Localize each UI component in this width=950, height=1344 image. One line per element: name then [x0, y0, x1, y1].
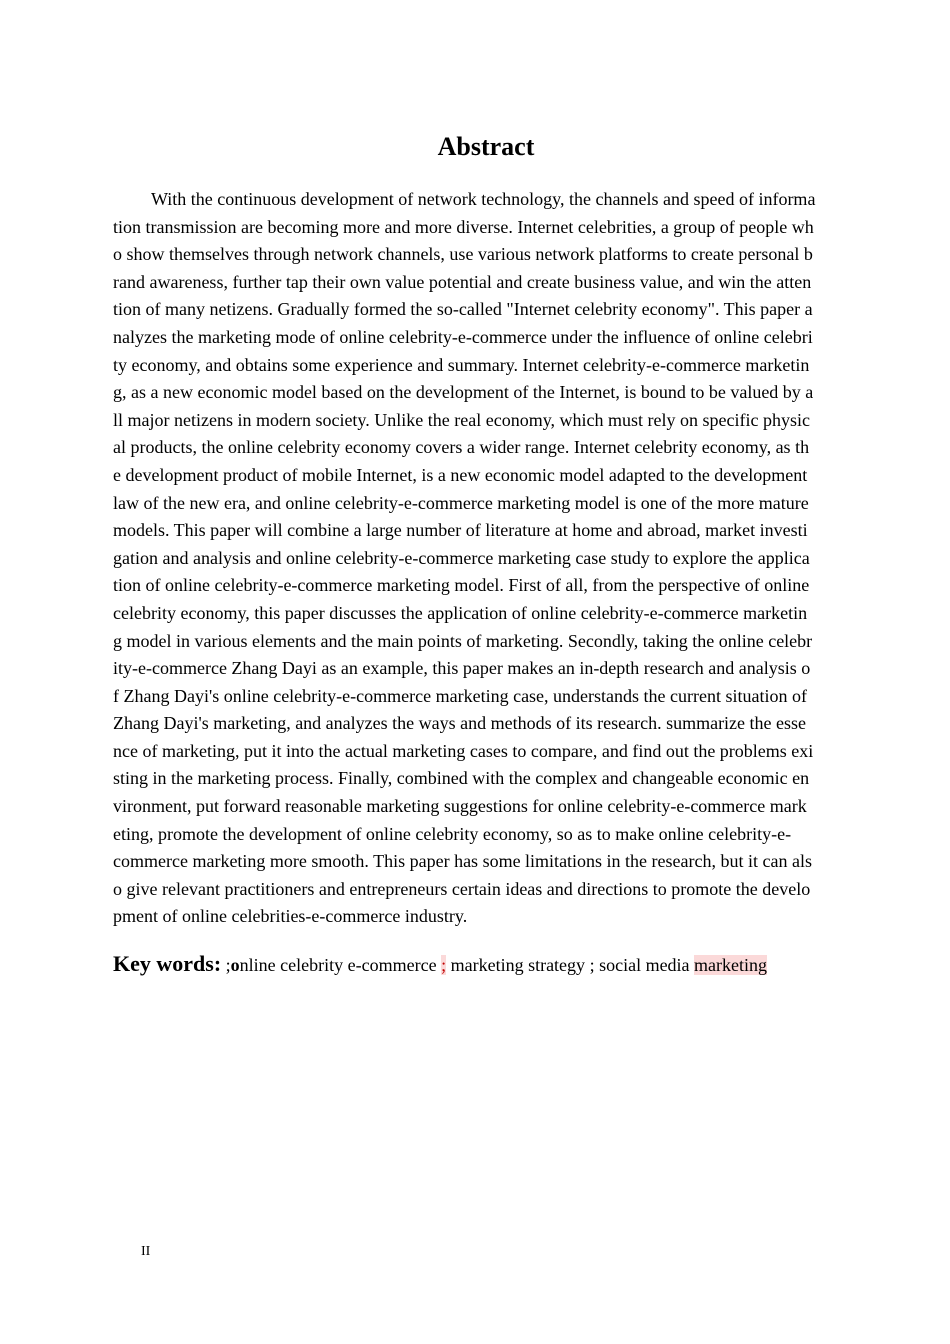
abstract-line: nce of marketing, put it into the actual marketing cases to compare, and find out the problems exi — [113, 740, 814, 761]
abstract-line: o show themselves through network channels, use various network platforms to create personal b — [113, 244, 813, 265]
abstract-line: nalyzes the marketing mode of online celebrity-e-commerce under the influence of online celebri — [113, 326, 813, 347]
abstract-line: vironment, put forward reasonable marketing suggestions for online celebrity-e-commerce mark — [113, 796, 807, 817]
abstract-line: ll major netizens in modern society. Unlike the real economy, which must rely on specific physic — [113, 409, 810, 430]
abstract-line: gation and analysis and online celebrity-e-commerce marketing case study to explore the applica — [113, 547, 810, 568]
keywords-heading: Key words: — [113, 951, 222, 976]
abstract-line: g, as a new economic model based on the development of the Internet, is bound to be valued by a — [113, 382, 814, 403]
keyword-separator: ; — [589, 955, 595, 975]
keyword-marketing-highlighted: marketing — [694, 955, 768, 975]
keywords-lead-semicolon: ; — [225, 955, 231, 975]
abstract-line: Zhang Dayi's marketing, and analyzes the ways and methods of its research. summarize the esse — [113, 713, 807, 734]
keyword-marketing-strategy: marketing strategy — [450, 955, 586, 975]
abstract-line: rand awareness, further tap their own value potential and create business value, and win the atten — [113, 271, 812, 292]
abstract-line: g model in various elements and the main points of marketing. Secondly, taking the online celebr — [113, 630, 813, 651]
keyword-online-celebrity-ecommerce: nline celebrity e-commerce — [239, 955, 437, 975]
abstract-line: tion of online celebrity-e-commerce marketing model. First of all, from the perspective of online — [113, 575, 810, 596]
abstract-line: ity-e-commerce Zhang Dayi as an example, this paper makes an in-depth research and analysis o — [113, 658, 811, 679]
keyword-social-media: social media — [599, 955, 690, 975]
abstract-line: models. This paper will combine a large number of literature at home and abroad, market investi — [113, 520, 808, 541]
page-number: II — [141, 1244, 151, 1259]
abstract-line: f Zhang Dayi's online celebrity-e-commerce marketing case, understands the current situation of — [113, 685, 807, 706]
abstract-line: tion of many netizens. Gradually formed the so-called "Internet celebrity economy". This paper a — [113, 299, 813, 320]
keyword-separator-highlighted: ; — [441, 955, 447, 975]
abstract-line: law of the new era, and online celebrity-e-commerce marketing model is one of the more mature — [113, 492, 809, 513]
abstract-body — [113, 186, 860, 931]
abstract-line: tion transmission are becoming more and more diverse. Internet celebrities, a group of people wh — [113, 216, 814, 237]
abstract-line: pment of online celebrities-e-commerce industry. — [113, 906, 468, 927]
abstract-line: celebrity economy, this paper discusses the application of online celebrity-e-commerce marketin — [113, 602, 808, 623]
abstract-title: Abstract — [437, 132, 535, 161]
abstract-line: e development product of mobile Internet, is a new economic model adapted to the development — [113, 464, 808, 485]
keywords-line — [113, 949, 860, 980]
abstract-line: With the continuous development of network technology, the channels and speed of informa — [151, 189, 816, 209]
abstract-line: al products, the online celebrity economy covers a wider range. Internet celebrity economy, as th — [113, 437, 810, 458]
abstract-line: eting, promote the development of online celebrity economy, so as to make online celebrity-e- — [113, 823, 792, 844]
keyword-first-letter: o — [230, 955, 240, 975]
abstract-line: ty economy, and obtains some experience and summary. Internet celebrity-e-commerce marketin — [113, 354, 810, 375]
abstract-line: o give relevant practitioners and entrepreneurs certain ideas and directions to promote the develo — [113, 878, 811, 899]
abstract-line: commerce marketing more smooth. This paper has some limitations in the research, but it can als — [113, 851, 812, 872]
abstract-line: sting in the marketing process. Finally, combined with the complex and changeable economic en — [113, 768, 810, 789]
